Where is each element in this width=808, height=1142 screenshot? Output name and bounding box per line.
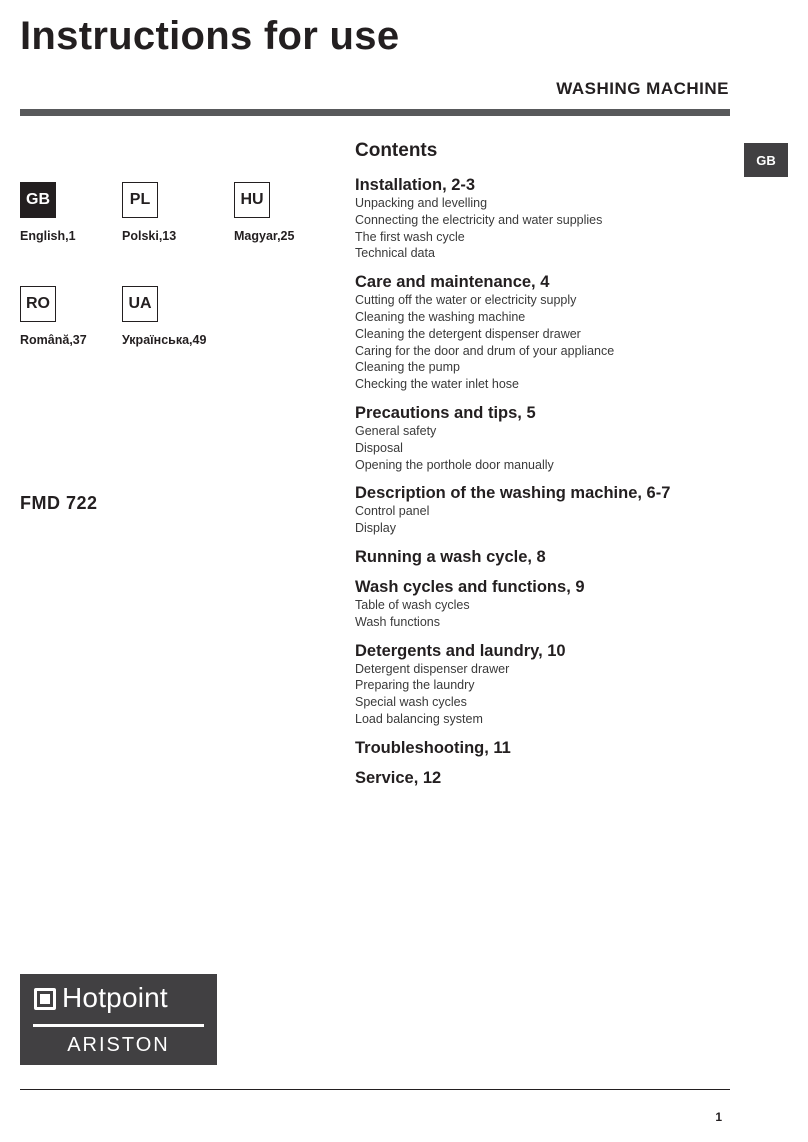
toc-section xyxy=(355,547,755,567)
toc-item[interactable]: Preparing the laundry xyxy=(355,678,475,693)
language-ua[interactable] xyxy=(122,286,222,347)
brand-square-icon xyxy=(34,988,56,1010)
toc-item[interactable]: Detergent dispenser drawer xyxy=(355,661,510,676)
document-subtitle: WASHING MACHINE xyxy=(556,79,729,98)
toc-item[interactable]: General safety xyxy=(355,423,437,438)
logo-sub-brand: ARISTON xyxy=(67,1034,170,1056)
toc-item[interactable]: Checking the water inlet hose xyxy=(355,377,519,392)
toc-item[interactable]: Unpacking and levelling xyxy=(355,196,488,210)
toc-item[interactable]: Load balancing system xyxy=(355,711,483,726)
contents-heading: Contents xyxy=(355,140,438,161)
toc-item[interactable]: The first wash cycle xyxy=(355,229,465,244)
toc-item[interactable]: Table of wash cycles xyxy=(355,597,470,612)
language-code-box: PL xyxy=(122,182,158,218)
language-label: Magyar,25 xyxy=(234,229,295,243)
footer-rule xyxy=(20,1089,730,1090)
toc-item[interactable]: Special wash cycles xyxy=(355,695,467,710)
toc-section xyxy=(355,272,755,393)
toc-section xyxy=(355,175,755,262)
toc-item[interactable]: Display xyxy=(355,521,396,536)
document-title: Instructions for use xyxy=(20,14,400,58)
language-label: Polski,13 xyxy=(122,229,177,243)
language-gb[interactable] xyxy=(20,182,120,243)
toc-item[interactable]: Technical data xyxy=(355,246,435,261)
page-number: 1 xyxy=(715,1110,722,1124)
toc-item[interactable]: Opening the porthole door manually xyxy=(355,457,554,472)
toc-section-title[interactable]: Detergents and laundry, 10 xyxy=(355,641,566,660)
toc-section-title[interactable]: Precautions and tips, 5 xyxy=(355,403,536,422)
toc-item[interactable]: Control panel xyxy=(355,504,430,519)
toc-item[interactable]: Wash functions xyxy=(355,614,440,629)
language-code-box: HU xyxy=(234,182,270,218)
language-code-box: RO xyxy=(20,286,56,322)
toc-section-title[interactable]: Installation, 2-3 xyxy=(355,176,476,194)
toc-section-title[interactable]: Troubleshooting, 11 xyxy=(355,738,511,757)
hotpoint-ariston-logo xyxy=(20,974,217,1065)
toc-section xyxy=(355,403,755,473)
toc-section xyxy=(355,738,755,758)
language-side-tab: GB xyxy=(744,143,788,177)
toc-item[interactable]: Cleaning the detergent dispenser drawer xyxy=(355,326,581,341)
language-ro[interactable] xyxy=(20,286,120,347)
toc-section xyxy=(355,483,755,537)
toc-item[interactable]: Cutting off the water or electricity supply xyxy=(355,293,577,308)
header-rule xyxy=(20,109,730,116)
table-of-contents xyxy=(355,175,755,798)
language-code-box: UA xyxy=(122,286,158,322)
logo-brand-name: Hotpoint xyxy=(62,982,168,1013)
toc-section-title[interactable]: Running a wash cycle, 8 xyxy=(355,547,546,566)
toc-section-title[interactable]: Service, 12 xyxy=(355,768,442,787)
toc-item[interactable]: Disposal xyxy=(355,440,403,455)
toc-item[interactable]: Connecting the electricity and water supplies xyxy=(355,212,603,227)
toc-section xyxy=(355,641,755,728)
toc-item[interactable]: Cleaning the washing machine xyxy=(355,309,526,324)
toc-section-title[interactable]: Care and maintenance, 4 xyxy=(355,273,550,292)
language-hu[interactable] xyxy=(234,182,334,243)
model-number: FMD 722 xyxy=(20,493,98,513)
toc-item[interactable]: Cleaning the pump xyxy=(355,360,460,375)
language-code-box: GB xyxy=(20,182,56,218)
language-label: Українська,49 xyxy=(122,333,207,347)
language-label: Română,37 xyxy=(20,333,87,347)
toc-item[interactable]: Caring for the door and drum of your appliance xyxy=(355,343,615,358)
logo-divider xyxy=(33,1024,204,1027)
toc-section-title[interactable]: Wash cycles and functions, 9 xyxy=(355,577,585,596)
language-label: English,1 xyxy=(20,229,76,243)
language-pl[interactable] xyxy=(122,182,222,243)
toc-section xyxy=(355,768,755,788)
toc-section xyxy=(355,577,755,631)
toc-section-title[interactable]: Description of the washing machine, 6-7 xyxy=(355,484,671,503)
